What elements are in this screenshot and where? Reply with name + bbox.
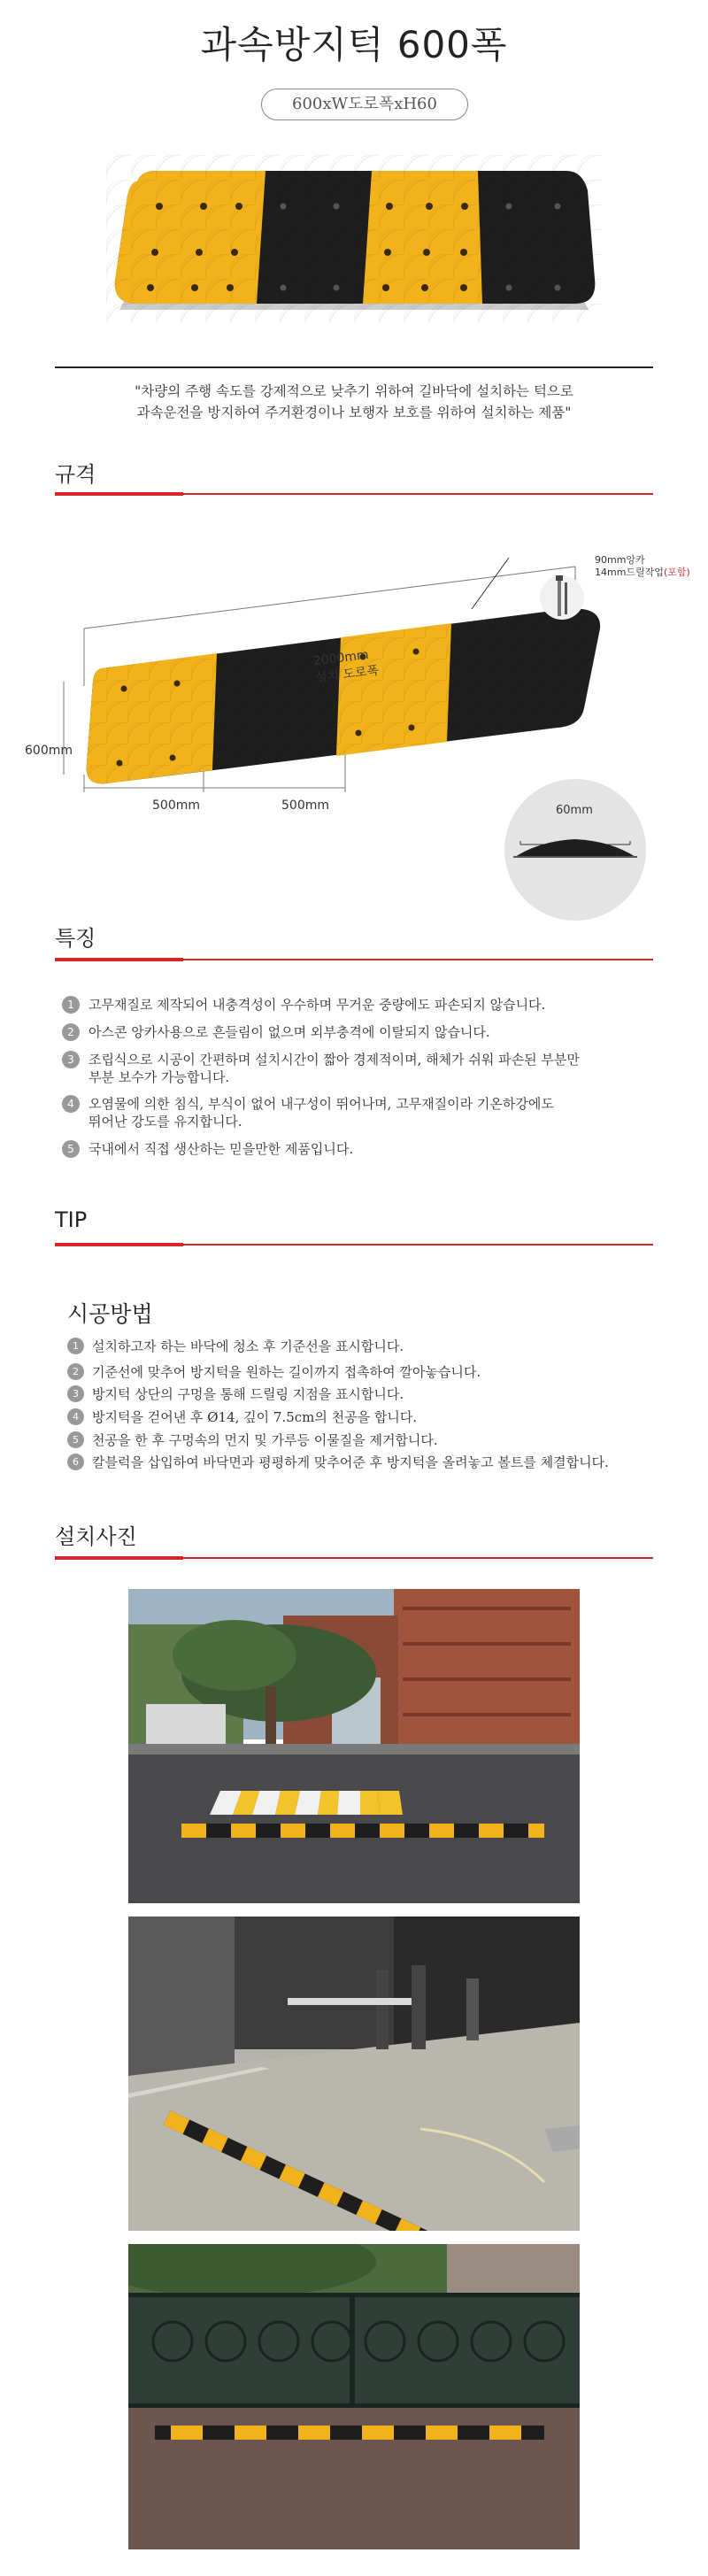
step-text: 기준선에 맞추어 방지턱을 원하는 길이까지 접촉하여 깔아놓습니다. bbox=[92, 1364, 481, 1380]
anchor-label-3: (포함) bbox=[663, 567, 690, 578]
step-number: 5 bbox=[67, 1431, 84, 1448]
spec-heading-rule bbox=[55, 492, 653, 496]
anchor-label-1: 90mm앙카 bbox=[595, 554, 645, 566]
step-number: 3 bbox=[67, 1385, 84, 1402]
step-text: 방지턱을 걷어낸 후 Ø14, 깊이 7.5cm의 천공을 합니다. bbox=[92, 1409, 418, 1425]
width-dimension: 600mm bbox=[25, 744, 73, 758]
anchor-spec bbox=[595, 554, 690, 579]
features-heading-rule bbox=[55, 958, 653, 961]
spec-heading: 규격 bbox=[55, 462, 96, 487]
length-label: 설치 도로폭 bbox=[314, 663, 380, 686]
install-photo-gate bbox=[128, 2244, 580, 2549]
quote-line-2: 과속운전을 방지하여 주거환경이나 보행자 보호를 위하여 설치하는 제품" bbox=[136, 405, 572, 420]
feature-text bbox=[88, 1051, 655, 1086]
feature-text: 고무재질로 제작되어 내충격성이 우수하며 무거운 중량에도 파손되지 않습니다. bbox=[88, 997, 546, 1013]
feature-text-line: 뛰어난 강도를 유지합니다. bbox=[88, 1114, 242, 1130]
height-detail-circle bbox=[504, 779, 646, 921]
feature-item bbox=[62, 1051, 664, 1090]
step-number: 4 bbox=[67, 1408, 84, 1425]
install-photo-parking bbox=[128, 1917, 580, 2231]
step-text: 설치하고자 하는 바닥에 청소 후 기준선을 표시합니다. bbox=[92, 1338, 404, 1354]
tip-heading: TIP bbox=[55, 1207, 88, 1232]
feature-number: 2 bbox=[62, 1023, 80, 1041]
segment-dimension-1: 500mm bbox=[152, 798, 200, 813]
feature-text-line: 부분 보수가 가능합니다. bbox=[88, 1069, 230, 1085]
length-value: 2000mm bbox=[312, 647, 370, 669]
feature-number: 5 bbox=[62, 1140, 80, 1158]
step-number: 2 bbox=[67, 1363, 84, 1380]
tip-heading-rule bbox=[55, 1243, 653, 1246]
speed-bump-product-image bbox=[106, 155, 602, 323]
feature-text-line: 오염물에 의한 침식, 부식이 없어 내구성이 뛰어나며, 고무재질이라 기온하강에도 bbox=[88, 1096, 554, 1112]
step-number: 6 bbox=[67, 1454, 84, 1470]
step-text: 방지턱 상단의 구멍을 통해 드릴링 지점을 표시합니다. bbox=[92, 1386, 404, 1402]
anchor-label-2: 14mm드릴작업 bbox=[595, 567, 664, 578]
feature-text: 국내에서 직접 생산하는 믿을만한 제품입니다. bbox=[88, 1141, 354, 1157]
product-size-badge: 600xW도로폭xH60 bbox=[261, 89, 468, 120]
page-title: 과속방지턱 600폭 bbox=[200, 23, 508, 66]
install-photo-crosswalk bbox=[128, 1589, 580, 1903]
step-text: 칼블럭을 삽입하여 바닥면과 평평하게 맞추어준 후 방지턱을 올려놓고 볼트를 체결합니다. bbox=[92, 1454, 609, 1470]
height-dimension: 60mm bbox=[556, 804, 593, 817]
product-description-quote bbox=[53, 381, 655, 423]
feature-number: 4 bbox=[62, 1095, 80, 1113]
segment-dimension-2: 500mm bbox=[281, 798, 329, 813]
features-heading: 특징 bbox=[55, 926, 96, 951]
feature-number: 1 bbox=[62, 996, 80, 1014]
feature-text bbox=[88, 1095, 655, 1130]
step-number: 1 bbox=[67, 1338, 84, 1354]
install-method-heading: 시공방법 bbox=[67, 1301, 153, 1327]
feature-text: 아스콘 앙카사용으로 흔들림이 없으며 외부충격에 이탈되지 않습니다. bbox=[88, 1024, 490, 1040]
feature-text-line: 조립식으로 시공이 간편하며 설치시간이 짧아 경제적이며, 해체가 쉬워 파손된 부분만 bbox=[88, 1052, 580, 1068]
photos-heading-rule bbox=[55, 1556, 653, 1560]
photos-heading: 설치사진 bbox=[55, 1524, 137, 1549]
feature-number: 3 bbox=[62, 1051, 80, 1068]
step-text: 천공을 한 후 구멍속의 먼지 및 가루등 이물질을 제거합니다. bbox=[92, 1432, 438, 1448]
quote-line-1: "차량의 주행 속도를 강제적으로 낮추기 위하여 길바닥에 설치하는 턱으로 bbox=[135, 383, 573, 399]
feature-item bbox=[62, 1095, 664, 1134]
quote-divider bbox=[55, 366, 653, 368]
cross-section-profile bbox=[504, 779, 646, 921]
